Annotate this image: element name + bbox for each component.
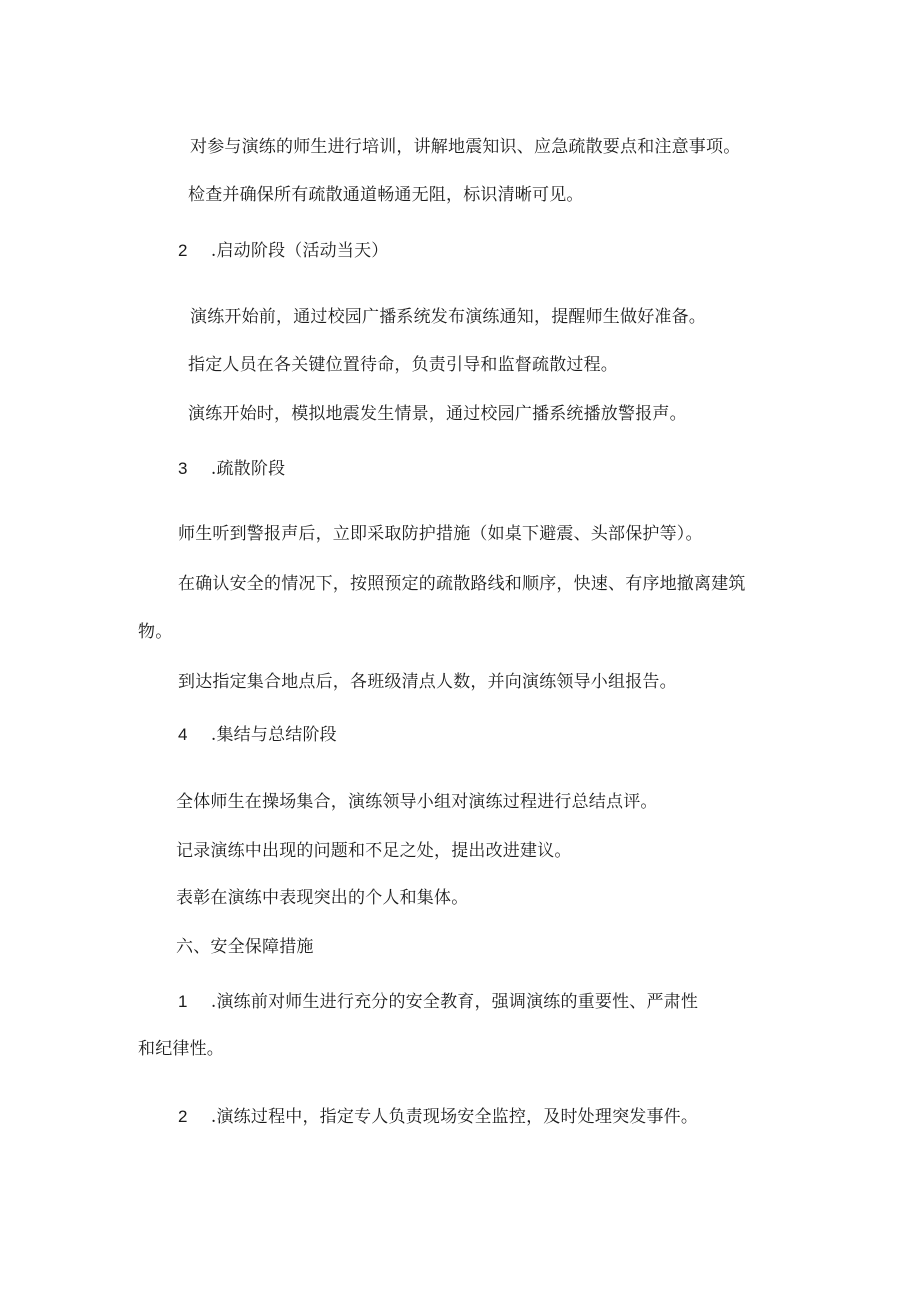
- stage2-number: 2: [178, 241, 188, 260]
- stage4-item-2: 记录演练中出现的问题和不足之处，提出改进建议。: [176, 841, 572, 861]
- measure-2-text: .演练过程中，指定专人负责现场安全监控，及时处理突发事件。: [210, 1107, 699, 1127]
- stage2-heading: [178, 239, 388, 263]
- stage3-number: 3: [178, 459, 188, 478]
- stage2-item-2: 指定人员在各关键位置待命，负责引导和监督疏散过程。: [188, 355, 618, 375]
- stage3-item-2-line-2: 物。: [138, 622, 173, 642]
- stage3-item-3: 到达指定集合地点后，各班级清点人数，并向演练领导小组报告。: [178, 672, 677, 692]
- measure-2-number: 2: [178, 1107, 188, 1126]
- stage2-item-1: 演练开始前，通过校园广播系统发布演练通知，提醒师生做好准备。: [190, 307, 706, 327]
- measure-2: [178, 1105, 698, 1129]
- stage3-item-2-line-1: 在确认安全的情况下，按照预定的疏散路线和顺序，快速、有序地撤离建筑: [178, 574, 746, 594]
- stage4-item-3: 表彰在演练中表现突出的个人和集体。: [176, 888, 469, 908]
- section6-heading: 六、安全保障措施: [176, 937, 314, 957]
- stage4-heading: [178, 723, 337, 747]
- paragraph-training: 对参与演练的师生进行培训，讲解地震知识、应急疏散要点和注意事项。: [190, 137, 741, 157]
- stage4-number: 4: [178, 725, 188, 744]
- stage4-item-1: 全体师生在操场集合，演练领导小组对演练过程进行总结点评。: [176, 792, 658, 812]
- stage2-title: .启动阶段（活动当天）: [210, 241, 389, 261]
- measure-1-number: 1: [178, 992, 188, 1011]
- stage3-item-1: 师生听到警报声后，立即采取防护措施（如桌下避震、头部保护等）。: [178, 524, 703, 544]
- measure-1-line-2: 和纪律性。: [138, 1039, 224, 1059]
- paragraph-check-passages: 检查并确保所有疏散通道畅通无阻，标识清晰可见。: [188, 185, 584, 205]
- measure-1-line-1: [178, 990, 698, 1014]
- stage2-item-3: 演练开始时，模拟地震发生情景，通过校园广播系统播放警报声。: [188, 404, 687, 424]
- measure-1-text: .演练前对师生进行充分的安全教育，强调演练的重要性、严肃性: [210, 992, 699, 1012]
- stage4-title: .集结与总结阶段: [210, 725, 337, 745]
- stage3-heading: [178, 457, 285, 481]
- stage3-title: .疏散阶段: [210, 459, 286, 479]
